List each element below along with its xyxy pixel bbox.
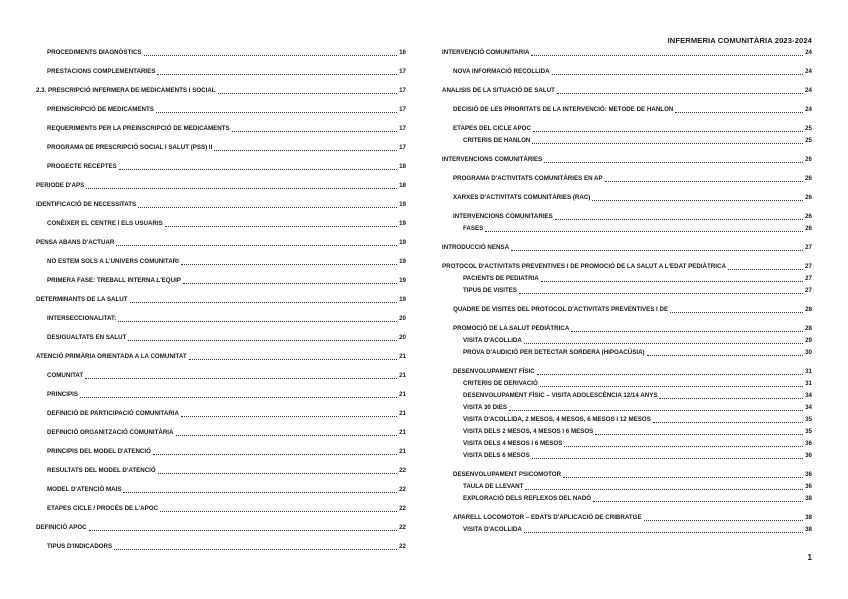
- toc-entry-title: QUADRE DE VISITES DEL PROTOCOL D'ACTIVITATS PREVENTIVES I DE: [453, 306, 669, 313]
- toc-entry-page: 22: [399, 524, 406, 531]
- toc-entry[interactable]: [36, 160, 406, 171]
- toc-entry-page: 31: [805, 368, 812, 375]
- toc-entry-title: NO ESTEM SOLS A L'UNIVERS COMUNITARI: [47, 258, 179, 265]
- toc-dot-leader: [128, 340, 397, 341]
- toc-dot-leader: [659, 398, 803, 399]
- toc-entry-page: 28: [805, 306, 812, 313]
- toc-entry-page: 21: [399, 410, 406, 417]
- toc-dot-leader: [519, 293, 803, 294]
- toc-entry-title: PRINCIPIS: [47, 391, 78, 398]
- toc-dot-leader: [524, 532, 803, 533]
- toc-entry[interactable]: [442, 134, 812, 145]
- toc-entry-page: 22: [399, 486, 406, 493]
- toc-dot-leader: [533, 131, 803, 132]
- toc-entry-title: DESENVOLUPAMENT FÍSIC: [453, 368, 535, 375]
- toc-dot-leader: [670, 312, 803, 313]
- toc-entry-page: 36: [805, 452, 812, 459]
- toc-entry-title: XARXES D'ACTIVITATS COMUNITÀRIES (RAC): [453, 194, 591, 201]
- toc-dot-leader: [592, 200, 803, 201]
- toc-dot-leader: [156, 112, 397, 113]
- toc-entry[interactable]: [36, 236, 406, 247]
- toc-entry-title: INTERVENCIONS COMUNITÀRIES: [442, 156, 543, 163]
- toc-entry-page: 36: [805, 483, 812, 490]
- toc-dot-leader: [524, 343, 803, 344]
- toc-entry[interactable]: [36, 65, 406, 76]
- document-header: INFERMERIA COMUNITÀRIA 2023-2024: [667, 36, 812, 45]
- toc-entry-page: 17: [399, 87, 406, 94]
- toc-entry-page: 21: [399, 391, 406, 398]
- toc-entry[interactable]: [442, 425, 812, 436]
- toc-entry-title: INTERVENCIÓ COMUNITARIA: [442, 49, 530, 56]
- toc-entry-title: MODEL D'ATENCIÓ MAIS: [47, 486, 122, 493]
- toc-entry-title: PACIENTS DE PEDIATRIA: [463, 275, 539, 282]
- toc-dot-leader: [525, 489, 803, 490]
- toc-dot-leader: [653, 422, 803, 423]
- toc-entry-title: PROGRAMA D'ACTIVITATS COMUNITÀRIES EN AP: [453, 175, 603, 182]
- toc-entry[interactable]: [36, 122, 406, 133]
- toc-entry-title: PROMOCIÓ DE LA SALUT PEDIÀTRICA: [453, 325, 570, 332]
- toc-entry-page: 28: [805, 325, 812, 332]
- toc-dot-leader: [160, 511, 397, 512]
- toc-entry-page: 19: [399, 201, 406, 208]
- toc-entry[interactable]: [36, 388, 406, 399]
- toc-entry[interactable]: [442, 468, 812, 479]
- toc-entry-page: 26: [805, 225, 812, 232]
- toc-entry-title: PRINCIPIS DEL MODEL D'ATENCIÓ: [47, 448, 151, 455]
- toc-entry-title: PROVA D'AUDICIÓ PER DETECTAR SORDERA (HIPOACÚSIA): [463, 349, 645, 356]
- toc-entry-page: 19: [399, 220, 406, 227]
- toc-entry-title: EXPLORACIÓ DELS REFLEXOS DEL NADÓ: [463, 495, 592, 502]
- toc-dot-leader: [557, 93, 803, 94]
- toc-entry-title: VISITA D'ACOLLIDA, 2 MESOS, 4 MESOS, 6 MESOS I 12 MESOS: [463, 416, 651, 423]
- toc-entry[interactable]: [36, 369, 406, 380]
- toc-entry-page: 26: [805, 175, 812, 182]
- toc-entry-title: IDENTIFICACIÓ DE NECESSITATS: [36, 201, 137, 208]
- toc-entry[interactable]: [36, 84, 406, 95]
- toc-entry[interactable]: [442, 334, 812, 345]
- toc-entry-page: 22: [399, 543, 406, 550]
- toc-entry[interactable]: [36, 502, 406, 513]
- toc-entry-title: REQUERIMENTS PER LA PREINSCRIPCIÓ DE MEDICAMENTS: [47, 125, 230, 132]
- toc-dot-leader: [181, 416, 397, 417]
- toc-entry-title: PRESTACIONS COMPLEMENTARIES: [47, 68, 156, 75]
- toc-entry[interactable]: [442, 303, 812, 314]
- toc-entry-page: 38: [805, 514, 812, 521]
- toc-dot-leader: [540, 386, 803, 387]
- toc-entry[interactable]: [442, 413, 812, 424]
- toc-entry-page: 36: [805, 471, 812, 478]
- toc-entry-page: 35: [805, 428, 812, 435]
- toc-entry[interactable]: [442, 65, 812, 76]
- toc-entry[interactable]: [442, 222, 812, 233]
- toc-entry[interactable]: [442, 122, 812, 133]
- toc-dot-leader: [138, 207, 397, 208]
- toc-entry-page: 22: [399, 467, 406, 474]
- toc-entry-title: PERIODE D'APS: [36, 182, 85, 189]
- toc-entry-page: 26: [805, 194, 812, 201]
- toc-entry-page: 19: [399, 296, 406, 303]
- toc-entry-title: PROGECTE RECEPTES: [47, 163, 117, 170]
- toc-entry-title: NOVA INFORMACIÓ RECOLLIDA: [453, 68, 550, 75]
- toc-dot-leader: [157, 74, 397, 75]
- toc-entry[interactable]: [36, 255, 406, 266]
- toc-dot-leader: [130, 302, 398, 303]
- toc-entry-title: DESENVOLUPAMENT FÍSIC – VISITA ADOLESCÈNCIA 12/14 ANYS: [463, 392, 658, 399]
- toc-dot-leader: [552, 74, 804, 75]
- toc-entry-page: 20: [399, 334, 406, 341]
- toc-dot-leader: [532, 143, 803, 144]
- toc-entry-page: 36: [805, 440, 812, 447]
- toc-entry[interactable]: [36, 464, 406, 475]
- toc-entry-page: 22: [399, 505, 406, 512]
- toc-entry[interactable]: [36, 198, 406, 209]
- toc-dot-leader: [183, 283, 397, 284]
- toc-entry-page: 35: [805, 416, 812, 423]
- toc-entry-title: VISITA DELS 6 MESOS: [463, 452, 530, 459]
- toc-entry-title: PREINSCRIPCIÓ DE MEDICAMENTS: [47, 106, 154, 113]
- toc-entry[interactable]: [442, 153, 812, 164]
- toc-dot-leader: [595, 434, 803, 435]
- toc-entry-page: 27: [805, 263, 812, 270]
- toc-entry-page: 27: [805, 287, 812, 294]
- toc-entry-title: VISITA DELS 4 MESOS I 6 MESOS: [463, 440, 563, 447]
- toc-dot-leader: [509, 410, 803, 411]
- toc-dot-leader: [555, 219, 803, 220]
- toc-entry-page: 18: [399, 163, 406, 170]
- toc-entry-title: VISITA DELS 2 MESOS, 4 MESOS I 6 MESOS: [463, 428, 594, 435]
- toc-dot-leader: [511, 250, 803, 251]
- toc-entry-title: APARELL LOCOMOTOR – EDATS D'APLICACIÓ DE CRIBRATGE: [453, 514, 642, 521]
- toc-entry[interactable]: [442, 389, 812, 400]
- toc-entry-title: DEFINICIÓ APOC: [36, 524, 87, 531]
- toc-entry-title: DESIGUALTATS EN SALUT: [47, 334, 127, 341]
- toc-entry[interactable]: [36, 483, 406, 494]
- toc-entry-page: 38: [805, 526, 812, 533]
- toc-entry[interactable]: [442, 523, 812, 534]
- toc-dot-leader: [605, 181, 803, 182]
- toc-dot-leader: [571, 331, 803, 332]
- toc-dot-leader: [144, 55, 398, 56]
- toc-entry-page: 29: [805, 337, 812, 344]
- toc-entry[interactable]: [36, 217, 406, 228]
- toc-entry-page: 25: [805, 137, 812, 144]
- toc-entry-title: ETAPES CICLE / PROCÉS DE L'APOC: [47, 505, 159, 512]
- toc-dot-leader: [85, 378, 397, 379]
- toc-entry-page: 19: [399, 239, 406, 246]
- toc-entry-title: TIPUS D'INDICADORS: [47, 543, 113, 550]
- toc-dot-leader: [181, 264, 397, 265]
- toc-entry-page: 17: [399, 125, 406, 132]
- toc-entry[interactable]: [442, 191, 812, 202]
- toc-dot-leader: [118, 321, 397, 322]
- toc-entry-title: ETAPES DEL CICLE APOC: [453, 125, 531, 132]
- toc-entry-title: INTRODUCCIÓ NENSA: [442, 244, 510, 251]
- toc-entry[interactable]: [36, 312, 406, 323]
- toc-entry-title: PRIMERA FASE: TREBALL INTERNA L'EQUIP: [47, 277, 181, 284]
- toc-entry-title: ANALISIS DE LA SITUACIÓ DE SALUT: [442, 87, 555, 94]
- toc-dot-leader: [123, 492, 397, 493]
- toc-entry-page: 25: [805, 125, 812, 132]
- toc-entry-page: 27: [805, 275, 812, 282]
- toc-entry[interactable]: [36, 46, 406, 57]
- toc-entry-title: VISITA D'ACOLLIDA: [463, 337, 522, 344]
- toc-entry-title: VISITA D'ACOLLIDA: [463, 526, 522, 533]
- toc-entry-page: 17: [399, 106, 406, 113]
- toc-entry-title: ATENCIÓ PRIMÀRIA ORIENTADA A LA COMUNITAT: [36, 353, 187, 360]
- toc-dot-leader: [165, 226, 397, 227]
- toc-entry-title: COMUNITAT: [47, 372, 84, 379]
- toc-entry-page: 31: [805, 380, 812, 387]
- toc-entry[interactable]: [36, 141, 406, 152]
- toc-entry-page: 34: [805, 404, 812, 411]
- toc-entry[interactable]: [36, 103, 406, 114]
- toc-entry[interactable]: [36, 179, 406, 190]
- toc-dot-leader: [119, 169, 397, 170]
- toc-entry[interactable]: [36, 426, 406, 437]
- toc-entry-page: 16: [399, 49, 406, 56]
- toc-dot-leader: [644, 520, 804, 521]
- toc-dot-leader: [218, 93, 398, 94]
- toc-entry-page: 27: [805, 244, 812, 251]
- toc-dot-leader: [541, 281, 803, 282]
- toc-dot-leader: [563, 477, 803, 478]
- toc-entry-page: 17: [399, 144, 406, 151]
- toc-entry-page: 18: [399, 182, 406, 189]
- toc-dot-leader: [158, 473, 397, 474]
- toc-dot-leader: [564, 446, 803, 447]
- toc-entry-page: 38: [805, 495, 812, 502]
- toc-entry[interactable]: [442, 377, 812, 388]
- toc-entry[interactable]: [442, 260, 812, 271]
- toc-entry-title: INTERSECCIONALITAT:: [47, 315, 117, 322]
- toc-dot-leader: [114, 549, 397, 550]
- toc-entry-title: DESENVOLUPAMENT PSICOMOTOR: [453, 471, 562, 478]
- toc-dot-leader: [116, 245, 397, 246]
- toc-dot-leader: [675, 112, 803, 113]
- toc-entry-page: 19: [399, 258, 406, 265]
- toc-entry[interactable]: [36, 540, 406, 551]
- page-number: 1: [807, 553, 812, 562]
- toc-entry-page: 24: [805, 68, 812, 75]
- toc-entry-page: 21: [399, 372, 406, 379]
- toc-entry[interactable]: [442, 449, 812, 460]
- toc-entry[interactable]: [36, 350, 406, 361]
- toc-entry-page: 26: [805, 156, 812, 163]
- toc-entry-page: 21: [399, 429, 406, 436]
- toc-dot-leader: [80, 397, 397, 398]
- toc-entry-title: VISITA 30 DIES: [463, 404, 508, 411]
- toc-entry-title: PROGRAMA DE PRESCRIPCIÓ SOCIAL I SALUT (PSS) II: [47, 144, 213, 151]
- toc-entry[interactable]: [36, 521, 406, 532]
- toc-entry[interactable]: [442, 480, 812, 491]
- toc-entry[interactable]: [442, 241, 812, 252]
- toc-entry-title: DECISIÓ DE LES PRIORITATS DE LA INTERVENCIÓ: METODE DE HANLON: [453, 106, 674, 113]
- toc-entry-title: 2.3. PRESCRIPCIÓ INFERMERA DE MEDICAMENTS I SOCIAL: [36, 87, 216, 94]
- toc-entry[interactable]: [442, 322, 812, 333]
- toc-entry[interactable]: [36, 331, 406, 342]
- toc-dot-leader: [537, 374, 803, 375]
- toc-entry[interactable]: [442, 437, 812, 448]
- toc-entry-title: DETERMINANTS DE LA SALUT: [36, 296, 128, 303]
- toc-entry[interactable]: [442, 346, 812, 357]
- toc-dot-leader: [544, 162, 803, 163]
- toc-entry-page: 20: [399, 315, 406, 322]
- toc-entry-title: TAULA DE LLEVANT: [463, 483, 524, 490]
- toc-entry-title: RESULTATS DEL MODEL D'ATENCIÓ: [47, 467, 156, 474]
- toc-dot-leader: [593, 501, 803, 502]
- toc-entry-title: PROCEDIMENTS DIAGNÒSTICS: [47, 49, 142, 56]
- toc-dot-leader: [176, 435, 398, 436]
- toc-dot-leader: [531, 55, 803, 56]
- toc-entry-page: 24: [805, 87, 812, 94]
- toc-entry-title: CRITERIS DE HANLON: [463, 137, 531, 144]
- toc-entry-title: TIPUS DE VISITES: [463, 287, 517, 294]
- toc-entry-title: DEFINICIÓ ORGANITZACIÓ COMUNITÀRIA: [47, 429, 174, 436]
- toc-entry[interactable]: [442, 103, 812, 114]
- toc-entry-page: 24: [805, 49, 812, 56]
- toc-entry-title: PROTOCOL D'ACTIVITATS PREVENTIVES I DE PROMOCIÓ DE LA SALUT A L'EDAT PEDIÀTRICA: [442, 263, 726, 270]
- toc-dot-leader: [86, 188, 397, 189]
- toc-dot-leader: [214, 150, 397, 151]
- toc-entry-title: FASES: [463, 225, 484, 232]
- toc-entry[interactable]: [442, 46, 812, 57]
- toc-entry-title: DEFINICIÓ DE PARTICIPACIÓ COMUNITARIA: [47, 410, 179, 417]
- toc-entry[interactable]: [442, 401, 812, 412]
- toc-dot-leader: [153, 454, 397, 455]
- toc-entry-title: CONÈIXER EL CENTRE I ELS USUARIS: [47, 220, 163, 227]
- toc-entry-page: 30: [805, 349, 812, 356]
- toc-entry[interactable]: [36, 445, 406, 456]
- toc-dot-leader: [232, 131, 397, 132]
- toc-entry-page: 24: [805, 106, 812, 113]
- toc-entry-title: PENSA ABANS D'ACTUAR: [36, 239, 115, 246]
- toc-dot-leader: [89, 530, 397, 531]
- toc-entry[interactable]: [36, 407, 406, 418]
- toc-entry-page: 34: [805, 392, 812, 399]
- toc-entry-page: 26: [805, 213, 812, 220]
- toc-entry[interactable]: [442, 492, 812, 503]
- toc-entry[interactable]: [442, 210, 812, 221]
- toc-entry-page: 19: [399, 277, 406, 284]
- toc-entry[interactable]: [442, 272, 812, 283]
- toc-entry-page: 17: [399, 68, 406, 75]
- toc-entry[interactable]: [36, 274, 406, 285]
- toc-entry[interactable]: [442, 172, 812, 183]
- toc-entry-title: INTERVENCIONS COMUNITARIES: [453, 213, 553, 220]
- toc-entry-title: CRITERIS DE DERIVACIÓ: [463, 380, 538, 387]
- toc-entry[interactable]: [442, 284, 812, 295]
- toc-entry[interactable]: [442, 365, 812, 376]
- toc-dot-leader: [728, 269, 803, 270]
- toc-dot-leader: [485, 231, 803, 232]
- toc-entry[interactable]: [36, 293, 406, 304]
- toc-entry[interactable]: [442, 511, 812, 522]
- toc-entry[interactable]: [442, 84, 812, 95]
- toc-dot-leader: [532, 458, 803, 459]
- toc-entry-page: 21: [399, 448, 406, 455]
- toc-entry-page: 21: [399, 353, 406, 360]
- toc-dot-leader: [647, 355, 804, 356]
- toc-dot-leader: [189, 359, 397, 360]
